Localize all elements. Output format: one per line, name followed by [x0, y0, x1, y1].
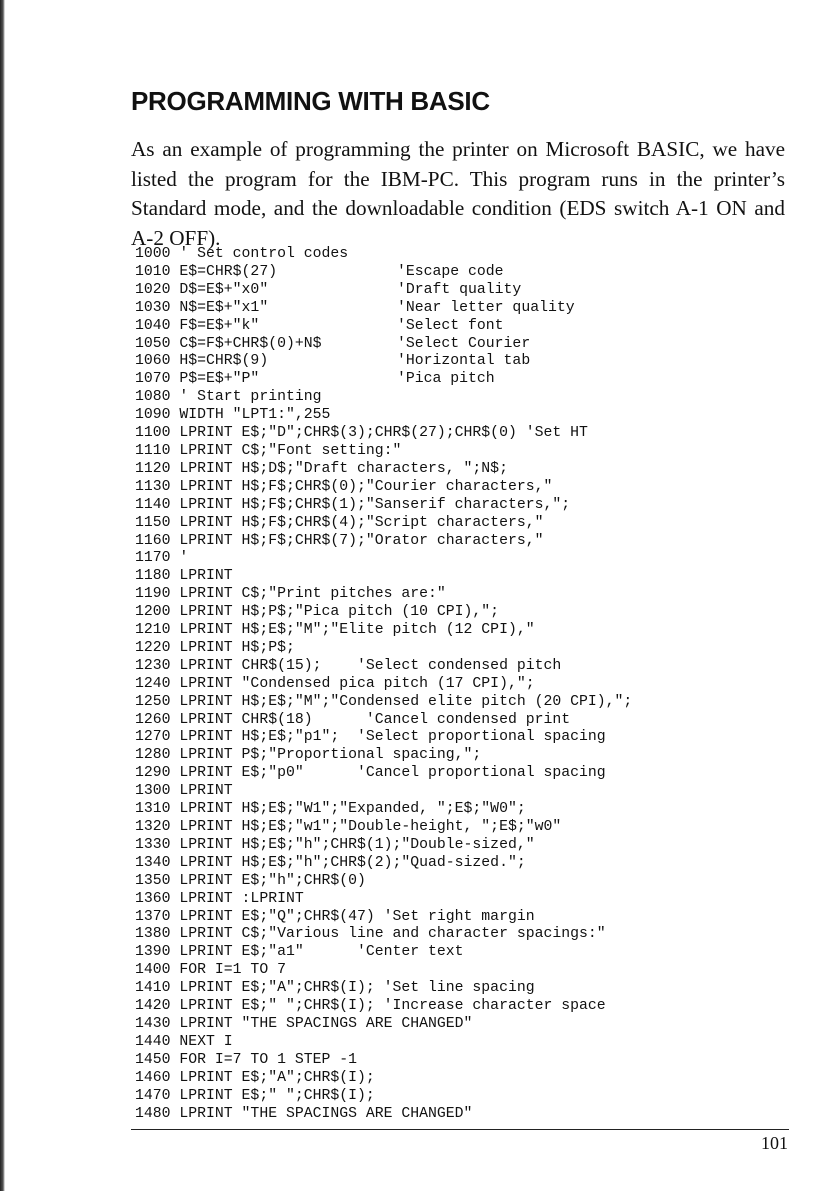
code-line [135, 300, 632, 318]
code-statement: 1000 ' Set control codes [135, 246, 349, 262]
code-line [135, 712, 632, 730]
code-line [135, 765, 632, 783]
code-statement: 1090 WIDTH "LPT1:",255 [135, 407, 331, 424]
code-statement: 1190 LPRINT C$;"Print pitches are:" [135, 586, 446, 603]
code-statement: 1470 LPRINT E$;" ";CHR$(I); [135, 1087, 375, 1104]
code-statement: 1170 ' [135, 550, 189, 567]
code-line [135, 801, 632, 819]
code-line [135, 1106, 632, 1124]
code-statement: 1290 LPRINT E$;"p0" 'Cancel proportional spacing [135, 765, 606, 782]
code-line [135, 819, 632, 837]
code-line [135, 246, 632, 264]
code-statement: 1050 C$=F$+CHR$(0)+N$ [135, 335, 322, 352]
code-statement: 1150 LPRINT H$;F$;CHR$(4);"Script characters," [135, 514, 544, 531]
code-line [135, 1070, 632, 1088]
code-statement: 1340 LPRINT H$;E$;"h";CHR$(2);"Quad-sized."; [135, 854, 526, 871]
code-line [135, 676, 632, 694]
code-line [135, 926, 632, 944]
code-line [135, 389, 632, 407]
code-line [135, 586, 632, 604]
code-statement: 1220 LPRINT H$;P$; [135, 639, 295, 656]
code-line [135, 873, 632, 891]
code-comment: 'Pica pitch [397, 371, 495, 388]
code-line [135, 407, 632, 425]
code-line [135, 461, 632, 479]
code-statement: 1160 LPRINT H$;F$;CHR$(7);"Orator characters," [135, 532, 544, 549]
code-statement: 1410 LPRINT E$;"A";CHR$(I); 'Set line spacing [135, 980, 535, 997]
code-statement: 1070 P$=E$+"P" [135, 371, 260, 388]
code-line [135, 568, 632, 586]
code-statement: 1140 LPRINT H$;F$;CHR$(1);"Sanserif characters,"; [135, 496, 571, 513]
code-line [135, 550, 632, 568]
code-line [135, 282, 632, 300]
code-statement: 1350 LPRINT E$;"h";CHR$(0) [135, 872, 366, 889]
code-line [135, 443, 632, 461]
code-line [135, 783, 632, 801]
code-statement: 1400 FOR I=1 TO 7 [135, 962, 286, 979]
code-statement: 1390 LPRINT E$;"a1" 'Center text [135, 944, 464, 961]
code-statement: 1230 LPRINT CHR$(15); 'Select condensed pitch [135, 657, 562, 674]
code-statement: 1130 LPRINT H$;F$;CHR$(0);"Courier characters," [135, 478, 553, 495]
code-line [135, 729, 632, 747]
code-line [135, 515, 632, 533]
basic-program-listing [135, 246, 632, 1123]
code-line [135, 604, 632, 622]
code-comment: 'Draft quality [397, 281, 522, 298]
code-statement: 1120 LPRINT H$;D$;"Draft characters, ";N$; [135, 460, 508, 477]
code-line [135, 1088, 632, 1106]
code-line [135, 1034, 632, 1052]
code-statement: 1020 D$=E$+"x0" [135, 281, 269, 298]
code-line [135, 658, 632, 676]
code-line [135, 640, 632, 658]
code-statement: 1110 LPRINT C$;"Font setting:" [135, 442, 402, 459]
code-line [135, 909, 632, 927]
code-statement: 1060 H$=CHR$(9) [135, 353, 269, 370]
code-statement: 1250 LPRINT H$;E$;"M";"Condensed elite pitch (20 CPI),"; [135, 693, 633, 710]
code-line [135, 837, 632, 855]
code-statement: 1460 LPRINT E$;"A";CHR$(I); [135, 1069, 375, 1086]
code-line [135, 855, 632, 873]
code-statement: 1430 LPRINT "THE SPACINGS ARE CHANGED" [135, 1015, 473, 1032]
code-line [135, 998, 632, 1016]
code-statement: 1420 LPRINT E$;" ";CHR$(I); 'Increase character space [135, 998, 606, 1015]
code-statement: 1330 LPRINT H$;E$;"h";CHR$(1);"Double-sized," [135, 836, 535, 853]
code-line [135, 747, 632, 765]
code-statement: 1280 LPRINT P$;"Proportional spacing,"; [135, 747, 482, 764]
code-statement: 1010 E$=CHR$(27) [135, 263, 278, 280]
code-line [135, 944, 632, 962]
code-statement: 1370 LPRINT E$;"Q";CHR$(47) 'Set right margin [135, 908, 535, 925]
code-line [135, 891, 632, 909]
code-statement: 1480 LPRINT "THE SPACINGS ARE CHANGED" [135, 1105, 473, 1122]
page-number: 101 [761, 1133, 788, 1153]
code-line [135, 264, 632, 282]
code-statement: 1360 LPRINT :LPRINT [135, 890, 304, 907]
code-statement: 1310 LPRINT H$;E$;"W1";"Expanded, ";E$;"W0"; [135, 801, 526, 818]
code-comment: 'Escape code [397, 263, 504, 280]
code-line [135, 353, 632, 371]
code-statement: 1100 LPRINT E$;"D";CHR$(3);CHR$(27);CHR$(0) 'Set HT [135, 425, 588, 442]
code-line [135, 336, 632, 354]
code-statement: 1040 F$=E$+"k" [135, 317, 260, 334]
code-statement: 1200 LPRINT H$;P$;"Pica pitch (10 CPI),"; [135, 604, 500, 621]
code-comment: 'Select Courier [397, 335, 531, 352]
code-statement: 1210 LPRINT H$;E$;"M";"Elite pitch (12 CPI)," [135, 622, 535, 639]
code-comment: 'Horizontal tab [397, 353, 531, 370]
code-line [135, 1052, 632, 1070]
code-line [135, 371, 632, 389]
intro-paragraph: As an example of programming the printer on Microsoft BASIC, we have listed the program for the IBM-PC. This program runs in the printer’s Standard mode, and the downloadable condition (EDS switch A-1 ON and A-2 OFF). [131, 137, 785, 250]
code-statement: 1270 LPRINT H$;E$;"p1"; 'Select proportional spacing [135, 729, 606, 746]
code-statement: 1300 LPRINT [135, 783, 233, 800]
code-line [135, 318, 632, 336]
code-statement: 1320 LPRINT H$;E$;"w1";"Double-height, ";E$;"w0" [135, 819, 562, 835]
code-statement: 1380 LPRINT C$;"Various line and character spacings:" [135, 926, 606, 943]
code-statement: 1240 LPRINT "Condensed pica pitch (17 CPI),"; [135, 675, 535, 692]
code-line [135, 497, 632, 515]
code-statement: 1080 ' Start printing [135, 389, 322, 406]
code-line [135, 425, 632, 443]
code-line [135, 479, 632, 497]
page-binding-edge [0, 0, 5, 1191]
code-statement: 1450 FOR I=7 TO 1 STEP -1 [135, 1051, 357, 1068]
code-comment: 'Select font [397, 317, 504, 334]
footer-rule [131, 1129, 789, 1130]
code-line [135, 694, 632, 712]
code-statement: 1260 LPRINT CHR$(18) 'Cancel condensed print [135, 711, 571, 728]
code-line [135, 980, 632, 998]
code-line [135, 962, 632, 980]
code-statement: 1030 N$=E$+"x1" [135, 299, 269, 316]
code-line [135, 1016, 632, 1034]
code-comment: 'Near letter quality [397, 299, 575, 316]
code-line [135, 533, 632, 551]
code-statement: 1440 NEXT I [135, 1033, 233, 1050]
code-statement: 1180 LPRINT [135, 568, 233, 585]
page-heading: PROGRAMMING WITH BASIC [131, 86, 490, 116]
code-line [135, 622, 632, 640]
